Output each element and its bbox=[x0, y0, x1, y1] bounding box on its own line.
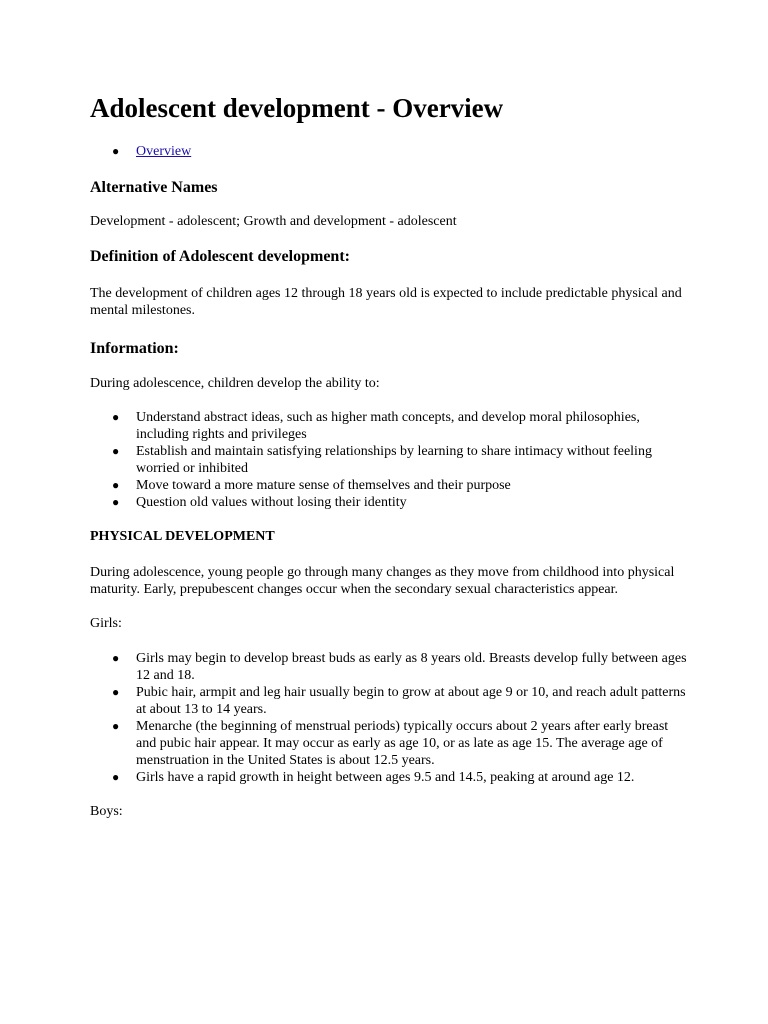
bullet-icon: ● bbox=[112, 651, 120, 665]
bullet-icon: ● bbox=[112, 685, 120, 699]
alt-names-text: Development - adolescent; Growth and development - adolescent bbox=[90, 214, 457, 229]
nav-list-item bbox=[90, 143, 690, 160]
page-title: Adolescent development - Overview bbox=[90, 93, 504, 123]
girls-list bbox=[90, 650, 690, 786]
bullet-icon: ● bbox=[112, 719, 120, 733]
list-item: ● Understand abstract ideas, such as higher math concepts, and develop moral philosophies, including rights and privileges bbox=[112, 410, 640, 442]
bullet-icon: ● bbox=[112, 144, 120, 158]
alt-names-heading: Alternative Names bbox=[90, 179, 218, 196]
bullet-icon: ● bbox=[112, 478, 120, 492]
overview-link[interactable]: Overview bbox=[136, 144, 192, 159]
list-item: ● Establish and maintain satisfying relationships by learning to share intimacy without feeling worried or inhibited bbox=[112, 444, 652, 476]
definition-heading: Definition of Adolescent development: bbox=[90, 248, 350, 265]
information-heading: Information: bbox=[90, 340, 179, 357]
bullet-icon: ● bbox=[112, 444, 120, 458]
information-intro: During adolescence, children develop the ability to: bbox=[90, 376, 380, 391]
list-item: ● Pubic hair, armpit and leg hair usually begin to grow at about age 9 or 10, and reach adult patterns at about 13 to 14 years. bbox=[112, 685, 686, 717]
bullet-icon: ● bbox=[112, 770, 120, 784]
list-item: ● Question old values without losing their identity bbox=[112, 495, 407, 510]
girls-label: Girls: bbox=[90, 616, 122, 631]
definition-text: The development of children ages 12 through 18 years old is expected to include predictable physical and mental milestones. bbox=[90, 286, 682, 318]
list-item: ● Move toward a more mature sense of themselves and their purpose bbox=[112, 478, 511, 493]
list-item: ● Girls may begin to develop breast buds as early as 8 years old. Breasts develop fully between ages 12 and 18. bbox=[112, 651, 687, 683]
bullet-icon: ● bbox=[112, 410, 120, 424]
bullet-icon: ● bbox=[112, 495, 120, 509]
boys-label: Boys: bbox=[90, 804, 123, 819]
physical-development-heading: PHYSICAL DEVELOPMENT bbox=[90, 529, 275, 544]
information-list bbox=[90, 409, 690, 511]
physical-intro: During adolescence, young people go through many changes as they move from childhood into physical maturity. Early, prepubescent changes occur when the secondary sexual characteristics appear. bbox=[90, 565, 675, 597]
list-item: ● Menarche (the beginning of menstrual periods) typically occurs about 2 years after early breast and pubic hair appear. It may occur as early as age 10, or as late as age 15. The average age of menstruation in the United States is about 12.5 years. bbox=[112, 719, 669, 768]
nav-list bbox=[90, 143, 690, 160]
list-item: ● Girls have a rapid growth in height between ages 9.5 and 14.5, peaking at around age 12. bbox=[112, 770, 635, 785]
document-page bbox=[90, 92, 690, 820]
